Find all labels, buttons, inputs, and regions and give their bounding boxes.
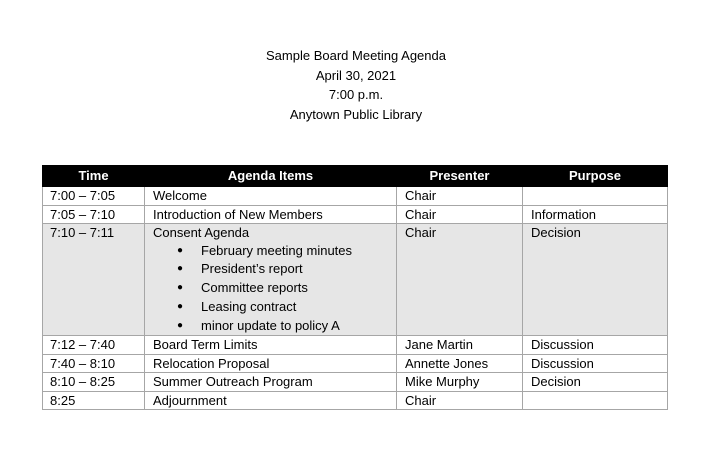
column-header-purpose: Purpose: [523, 166, 668, 187]
agenda-item-cell: Adjournment: [145, 391, 397, 410]
list-item: [153, 317, 390, 336]
presenter-cell: Mike Murphy: [397, 373, 523, 392]
time-cell: 8:10 – 8:25: [43, 373, 145, 392]
bullet-icon: ●: [177, 244, 184, 256]
purpose-cell: [523, 186, 668, 205]
subitem-label: minor update to policy A: [201, 317, 340, 333]
purpose-cell: Information: [523, 205, 668, 224]
table-row: [43, 373, 668, 392]
purpose-cell: [523, 391, 668, 410]
presenter-cell: Chair: [397, 391, 523, 410]
table-row: [43, 354, 668, 373]
column-header-agenda-items: Agenda Items: [145, 166, 397, 187]
purpose-cell: Discussion: [523, 336, 668, 355]
presenter-cell: Chair: [397, 205, 523, 224]
agenda-item-cell: Summer Outreach Program: [145, 373, 397, 392]
agenda-item-cell: Relocation Proposal: [145, 354, 397, 373]
subitem-label: Leasing contract: [201, 298, 297, 314]
list-item: [153, 242, 390, 261]
time-cell: 7:05 – 7:10: [43, 205, 145, 224]
bullet-icon: ●: [177, 300, 184, 312]
presenter-cell: Chair: [397, 224, 523, 336]
subitem-label: February meeting minutes: [201, 242, 353, 258]
purpose-cell: Decision: [523, 224, 668, 336]
table-row: [43, 391, 668, 410]
agenda-header: [0, 46, 704, 124]
table-row: [43, 205, 668, 224]
bullet-icon: ●: [177, 319, 184, 331]
column-header-time: Time: [43, 166, 145, 187]
presenter-cell: Chair: [397, 186, 523, 205]
purpose-cell: Discussion: [523, 354, 668, 373]
presenter-cell: Annette Jones: [397, 354, 523, 373]
agenda-item-cell: Board Term Limits: [145, 336, 397, 355]
time-cell: 8:25: [43, 391, 145, 410]
meeting-location: Anytown Public Library: [289, 106, 423, 122]
bullet-icon: ●: [177, 282, 184, 293]
agenda-item-cell: Introduction of New Members: [145, 205, 397, 224]
presenter-cell: Jane Martin: [397, 336, 523, 355]
agenda-item-label: Consent Agenda: [153, 225, 250, 240]
table-row-consent-agenda: [43, 224, 668, 336]
consent-subitem-list: [153, 242, 390, 336]
purpose-cell: Decision: [523, 373, 668, 392]
column-header-presenter: Presenter: [397, 166, 523, 187]
agenda-item-cell: Welcome: [145, 186, 397, 205]
list-item: [153, 279, 390, 298]
agenda-item-cell: [145, 224, 397, 336]
agenda-table: [42, 165, 668, 410]
agenda-title: Sample Board Meeting Agenda: [266, 48, 446, 63]
time-cell: 7:40 – 8:10: [43, 354, 145, 373]
time-cell: 7:12 – 7:40: [43, 336, 145, 355]
subitem-label: Committee reports: [201, 280, 308, 295]
time-cell: 7:00 – 7:05: [43, 186, 145, 205]
subitem-label: President’s report: [201, 261, 303, 277]
meeting-time: 7:00 p.m.: [328, 87, 384, 102]
table-row: [43, 336, 668, 355]
table-header-row: [43, 166, 668, 187]
bullet-icon: ●: [177, 263, 184, 275]
table-row: [43, 186, 668, 205]
time-cell: 7:10 – 7:11: [43, 224, 145, 336]
list-item: [153, 260, 390, 279]
list-item: [153, 298, 390, 317]
meeting-date: April 30, 2021: [315, 67, 397, 83]
